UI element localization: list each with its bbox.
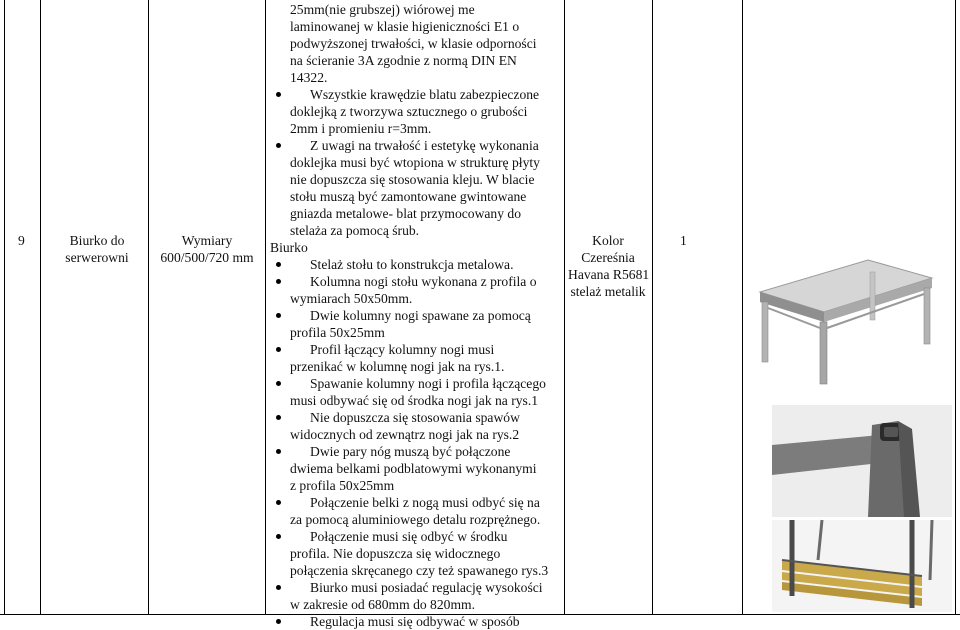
bullet-item: Nie dopuszcza się stosowania spawów widocznych od zewnątrz nogi jak na rys.2 bbox=[268, 409, 564, 443]
row-number: 9 bbox=[18, 233, 25, 248]
bullet-item: Z uwagi na trwałość i estetykę wykonania doklejka musi być wtopiona w strukturę płyty nie dopuszcza się stosowania kleju. W blacie stołu muszą być zamontowane gwintowane gniazda metalowe- blat przymocowany do stelaża za pomocą śrub. bbox=[268, 137, 564, 239]
bullet-item: Profil łączący kolumny nogi musi przenikać w kolumnę nogi jak na rys.1. bbox=[268, 341, 564, 375]
color-line: Czereśnia bbox=[581, 250, 635, 265]
grid-line bbox=[564, 0, 565, 615]
item-dimensions bbox=[152, 232, 262, 266]
desk-render-image bbox=[750, 248, 940, 388]
description-line: podwyższonej trwałości, w klasie odporności bbox=[290, 36, 537, 51]
section-label: Biurko bbox=[270, 240, 308, 255]
bullet-item: Wszystkie krawędzie blatu zabezpieczone doklejką z tworzywa sztucznego o grubości 2mm i promieniu r=3mm. bbox=[268, 86, 564, 137]
description-line: na ścieranie 3A zgodnie z normą DIN EN bbox=[290, 53, 517, 68]
bullet-item: Połączenie belki z nogą musi odbyć się na za pomocą aluminiowego detalu rozprężnego. bbox=[268, 494, 564, 528]
item-name-line: serwerowni bbox=[65, 250, 129, 265]
dimensions-line: 600/500/720 mm bbox=[160, 250, 254, 265]
grid-line bbox=[652, 0, 653, 615]
bullet-item: Kolumna nogi stołu wykonana z profila o wymiarach 50x50mm. bbox=[268, 273, 564, 307]
bullet-item: Biurko musi posiadać regulację wysokości w zakresie od 680mm do 820mm. bbox=[268, 579, 564, 613]
grid-line bbox=[955, 0, 956, 615]
grid-line bbox=[742, 0, 743, 615]
description-line: laminowanej w klasie higieniczności E1 o bbox=[290, 19, 520, 34]
bullet-item: Spawanie kolumny nogi i profila łączącego musi odbywać się od środka nogi jak na rys.1 bbox=[268, 375, 564, 409]
bullet-item: Dwie pary nóg muszą być połączone dwiema belkami podblatowymi wykonanymi z profila 50x25mm bbox=[268, 443, 564, 494]
bullet-item: Stelaż stołu to konstrukcja metalowa. bbox=[268, 256, 564, 273]
description-line: 14322. bbox=[290, 70, 328, 85]
dimensions-line: Wymiary bbox=[181, 233, 233, 248]
item-name bbox=[48, 232, 146, 266]
grid-line bbox=[40, 0, 41, 615]
color-line: Kolor bbox=[592, 233, 624, 248]
item-name-line: Biurko do bbox=[69, 233, 125, 248]
grid-line bbox=[148, 0, 149, 615]
item-quantity: 1 bbox=[680, 233, 687, 248]
grid-line bbox=[4, 0, 5, 615]
description-line: 25mm(nie grubszej) wiórowej me bbox=[290, 2, 475, 17]
bullet-item: Regulacja musi się odbywać w sposób bbox=[268, 613, 564, 630]
item-description bbox=[268, 0, 564, 629]
grid-line bbox=[265, 0, 266, 615]
color-line: Havana R5681 bbox=[568, 267, 650, 282]
color-line: stelaż metalik bbox=[570, 284, 646, 299]
bullet-item: Dwie kolumny nogi spawane za pomocą profila 50x25mm bbox=[268, 307, 564, 341]
bullet-item: Połączenie musi się odbyć w środku profila. Nie dopuszcza się widocznego połączenia skręcanego czy też spawanego rys.3 bbox=[268, 528, 564, 579]
leg-joint-photo bbox=[772, 405, 952, 517]
item-color bbox=[568, 232, 648, 300]
frame-underside-photo bbox=[772, 520, 952, 612]
